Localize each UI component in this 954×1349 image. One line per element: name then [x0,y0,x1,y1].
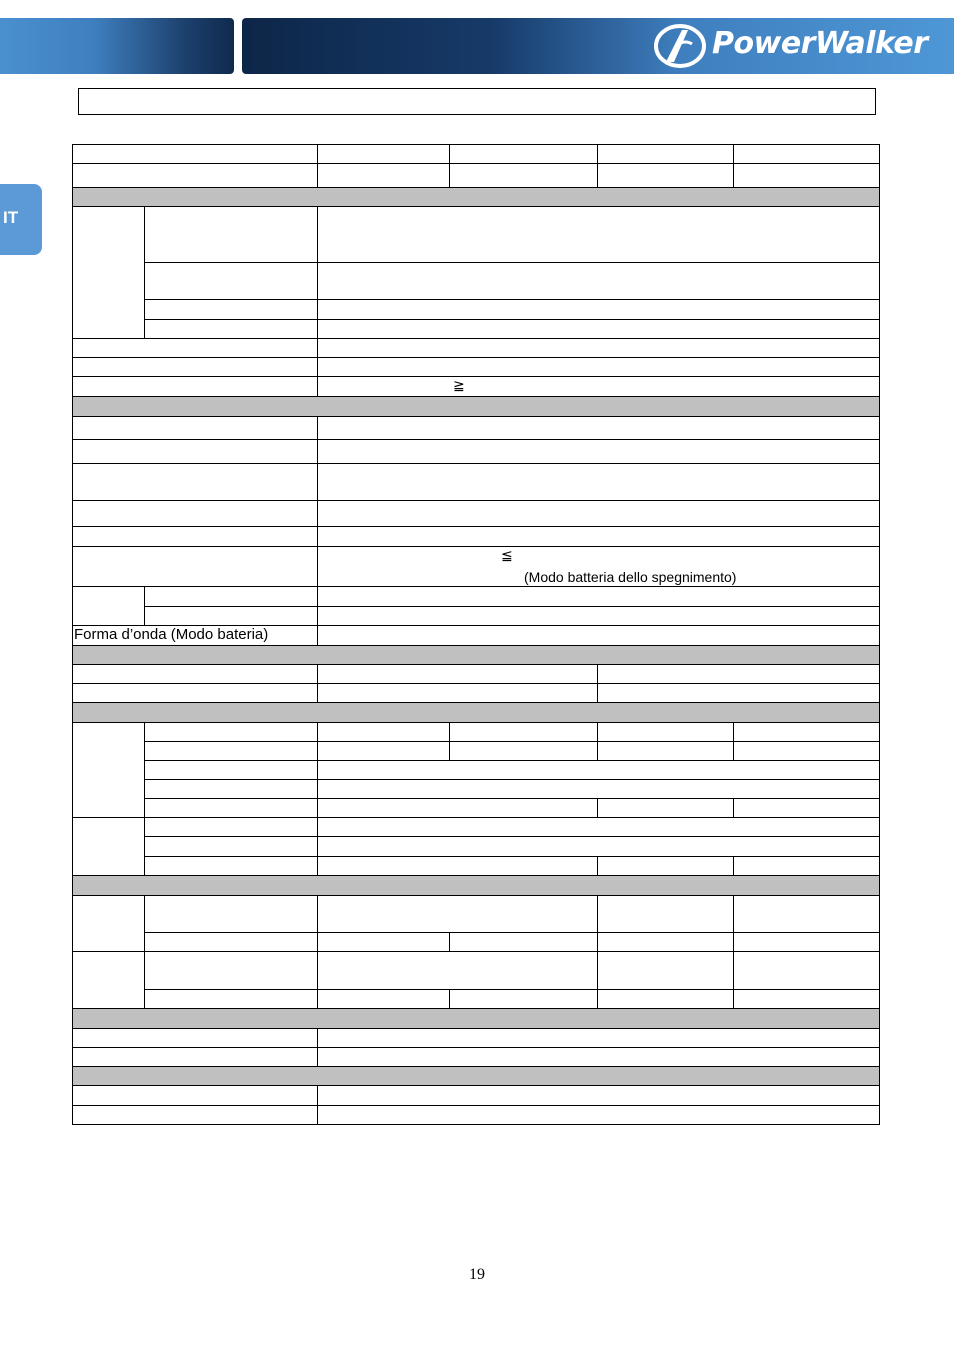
table-cell [733,932,880,952]
table-cell [733,856,880,876]
table-cell [733,741,880,761]
table-cell [317,357,880,377]
table-cell [597,144,734,164]
table-cell [317,798,598,818]
table-cell [72,1028,318,1048]
table-cell [72,439,318,464]
table-cell [144,299,318,320]
table-cell [317,163,450,188]
table-cell [72,1085,318,1106]
table-cell [733,144,880,164]
table-cell [72,416,318,440]
table-cell [449,989,598,1009]
table-cell [317,895,598,933]
table-cell [449,144,598,164]
section-header [72,645,880,665]
spec-table [72,144,880,1125]
table-cell [449,932,598,952]
table-cell [597,722,734,742]
table-cell [144,856,318,876]
table-cell [597,163,734,188]
table-cell [317,439,880,464]
table-cell [317,722,450,742]
table-cell [317,683,598,703]
table-cell [317,262,880,300]
table-cell [72,586,145,626]
lte-symbol: ≦ [501,547,513,563]
table-cell [317,416,880,440]
table-cell [317,760,880,780]
table-cell [144,586,318,607]
table-cell [733,163,880,188]
table-cell [317,625,880,646]
table-cell [597,951,734,990]
table-cell [733,895,880,933]
table-cell [317,1028,880,1048]
table-cell [597,683,880,703]
table-cell [72,817,145,876]
table-cell [597,895,734,933]
section-header [72,1008,880,1029]
table-cell [597,664,880,684]
table-cell [72,357,318,377]
table-cell [317,817,880,837]
table-cell [317,144,450,164]
table-cell [597,798,734,818]
table-cell [317,1105,880,1125]
section-header [72,875,880,896]
table-cell [317,500,880,527]
powerwalker-swoosh-icon [652,22,712,70]
table-cell [144,779,318,799]
table-cell [317,299,880,320]
table-cell [449,722,598,742]
table-cell [449,741,598,761]
table-cell [144,989,318,1009]
table-cell [317,856,598,876]
table-cell [597,741,734,761]
gte-symbol: ≧ [453,377,465,393]
table-cell [144,760,318,780]
table-cell [72,376,318,397]
table-cell [72,1105,318,1125]
page-number: 19 [469,1266,485,1283]
table-cell [317,932,450,952]
table-cell [317,951,598,990]
table-cell [144,817,318,837]
table-cell [597,989,734,1009]
table-cell [144,741,318,761]
table-cell [72,664,318,684]
table-cell [317,338,880,358]
table-cell [317,206,880,263]
table-cell [72,206,145,339]
table-cell [317,989,450,1009]
table-cell [72,951,145,1009]
table-cell [317,319,880,339]
table-cell [144,836,318,857]
table-cell [144,951,318,990]
language-tab[interactable] [0,184,42,255]
table-cell [72,500,318,527]
table-cell [597,856,734,876]
table-cell [733,798,880,818]
table-cell [144,932,318,952]
brand-name: PowerWalker [712,26,928,61]
section-header [72,1066,880,1086]
table-cell [72,683,318,703]
table-cell [72,463,318,501]
table-cell [72,722,145,818]
section-header [72,187,880,207]
table-cell [317,526,880,547]
table-cell [317,741,450,761]
table-cell [317,836,880,857]
language-tab-label: IT [3,208,19,227]
table-cell [597,932,734,952]
section-header [72,396,880,417]
table-cell [72,1047,318,1067]
table-cell [72,144,318,164]
table-cell [72,526,318,547]
table-cell [144,319,318,339]
table-cell [144,722,318,742]
table-cell [449,163,598,188]
section-header [72,702,880,723]
table-cell [144,262,318,300]
header-banner-left [0,18,234,74]
powerwalker-logo [652,22,954,70]
table-cell [317,376,880,397]
table-cell [144,206,318,263]
table-cell [317,779,880,799]
title-box [78,88,876,115]
table-cell [317,664,598,684]
table-cell [317,1047,880,1067]
table-cell [72,546,318,587]
table-cell [144,798,318,818]
table-cell [733,989,880,1009]
table-cell [317,606,880,626]
table-cell [733,722,880,742]
table-cell [72,338,318,358]
table-cell [72,163,318,188]
table-cell [317,1085,880,1106]
table-cell [144,606,318,626]
table-cell [317,463,880,501]
table-cell [317,586,880,607]
shutdown-battery-mode-note: (Modo batteria dello spegnimento) [524,569,737,585]
waveform-battery-mode-label: Forma d’onda (Modo bateria) [74,626,269,643]
table-cell [733,951,880,990]
table-cell [144,895,318,933]
table-cell [72,895,145,952]
